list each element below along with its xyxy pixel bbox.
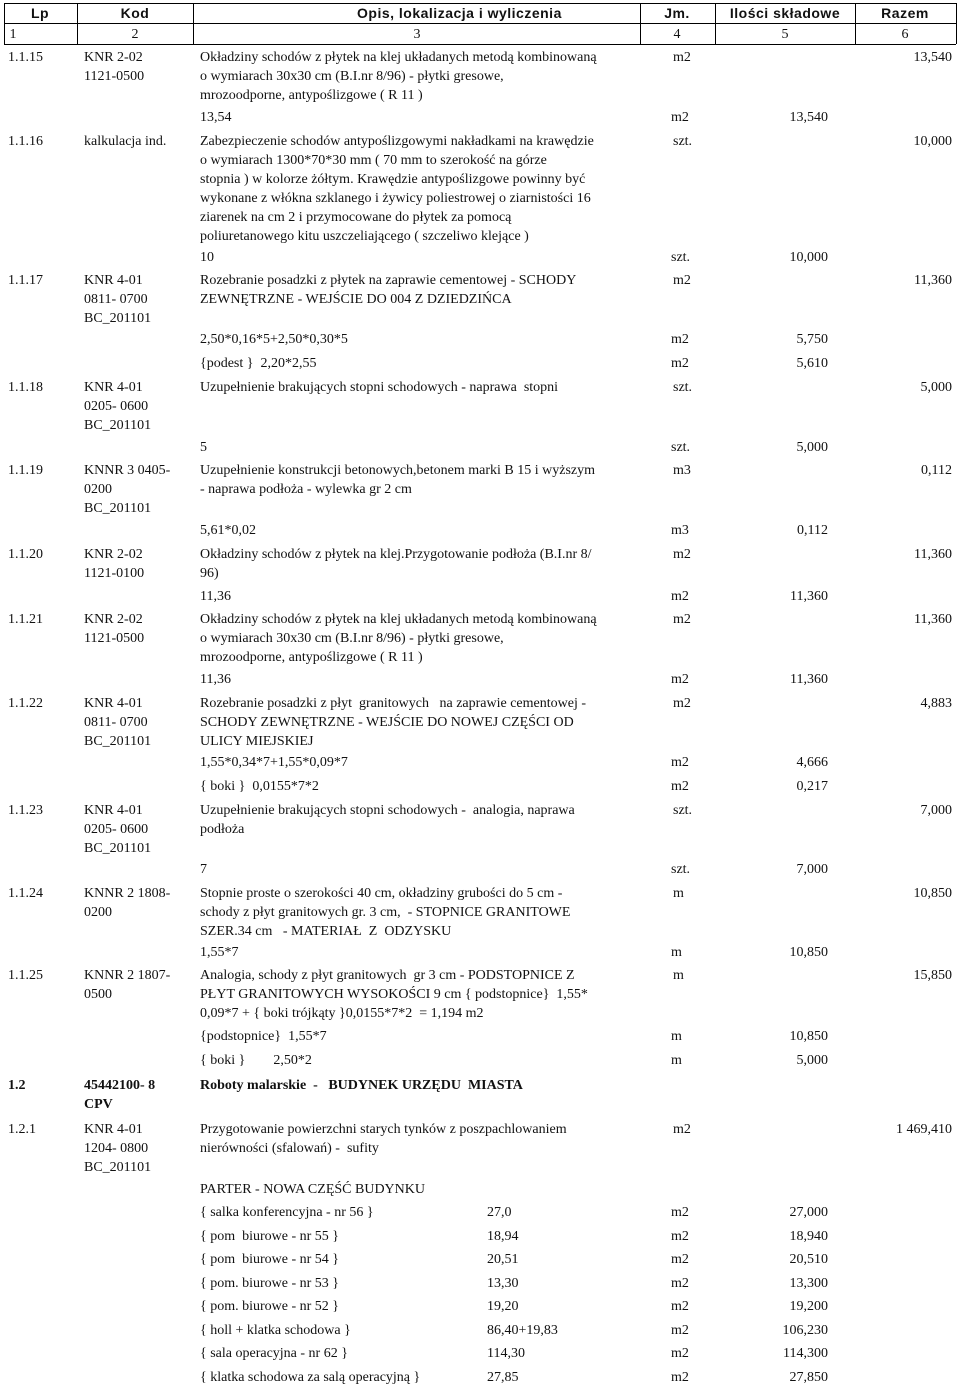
calc-unit: szt. — [671, 440, 691, 455]
calc-value: 19,200 — [789, 1299, 828, 1314]
calc-unit: m2 — [671, 672, 689, 687]
item-code-line: BC_201101 — [84, 1160, 152, 1175]
calc-unit: m2 — [671, 1229, 689, 1244]
item-code-line: KNR 4-01 — [84, 696, 143, 711]
section-title: Roboty malarskie - BUDYNEK URZĘDU MIASTA — [200, 1078, 523, 1093]
calc-unit: m — [671, 1053, 682, 1068]
item-code-line: KNNR 3 0405- — [84, 463, 171, 478]
item-unit: m2 — [673, 273, 691, 288]
item-code-line: 0811- 0700 — [84, 292, 148, 307]
column-number-4: 4 — [673, 27, 681, 42]
calc-value: 5,000 — [796, 440, 828, 455]
calc-value: 0,217 — [796, 779, 828, 794]
calc-unit: m2 — [671, 1276, 689, 1291]
item-description-line: 0,09*7 + { boki trójkąty }0,0155*7*2 = 1,194 m2 — [200, 1006, 484, 1021]
calc-value: 4,666 — [796, 755, 828, 770]
calc-expression: 11,36 — [200, 589, 231, 604]
calc-expression: 10 — [200, 250, 214, 265]
room-label: { pom biurowe - nr 55 } — [200, 1229, 340, 1244]
calc-unit: m2 — [671, 755, 689, 770]
calc-expression: { boki } 2,50*2 — [200, 1053, 312, 1068]
calc-expression: 5 — [200, 440, 207, 455]
item-unit: m2 — [673, 50, 691, 65]
item-unit: szt. — [673, 803, 693, 818]
calc-unit: m2 — [671, 1252, 689, 1267]
item-description-line: poliuretanowego kitu uszczeliającego ( szczeliwo klejące ) — [200, 229, 529, 244]
calc-unit: m2 — [671, 1205, 689, 1220]
item-total: 4,883 — [920, 696, 952, 711]
item-code-line: 0200 — [84, 482, 112, 497]
item-code-line: 1121-0100 — [84, 566, 145, 581]
room-area-expression: 27,0 — [487, 1205, 512, 1220]
calc-expression: {podstopnice} 1,55*7 — [200, 1029, 327, 1044]
item-total: 11,360 — [914, 612, 952, 627]
calc-unit: m2 — [671, 356, 689, 371]
item-description-line: nierówności (sfalowań) - sufity — [200, 1141, 379, 1156]
item-description-line: ziarenek na cm 2 i przymocowane do płytek za pomocą — [200, 210, 512, 225]
item-unit: m2 — [673, 696, 691, 711]
item-code-line: 0200 — [84, 905, 112, 920]
room-label: { pom. biurowe - nr 52 } — [200, 1299, 340, 1314]
calc-value: 13,300 — [789, 1276, 828, 1291]
calc-unit: m3 — [671, 523, 689, 538]
calc-unit: m — [671, 945, 682, 960]
item-code-line: 1204- 0800 — [84, 1141, 149, 1156]
item-code-line: KNR 4-01 — [84, 380, 143, 395]
column-number-6: 6 — [901, 27, 909, 42]
item-description-line: Rozebranie posadzki z płyt granitowych na zaprawie cementowej - — [200, 696, 587, 711]
item-code-line: BC_201101 — [84, 418, 152, 433]
calc-value: 11,360 — [790, 672, 828, 687]
item-unit: m — [673, 886, 684, 901]
calc-value: 5,000 — [796, 1053, 828, 1068]
item-description-line: wykonane z włókna szklanego i żywicy poliestrowej o ziarnistości 16 — [200, 191, 591, 206]
column-number-3: 3 — [413, 27, 421, 42]
room-area-expression: 86,40+19,83 — [487, 1323, 558, 1338]
item-lp: 1.2.1 — [8, 1122, 36, 1137]
item-lp: 1.1.25 — [8, 968, 43, 983]
calc-unit: m2 — [671, 1299, 689, 1314]
item-unit: m2 — [673, 547, 691, 562]
item-description-line: Uzupełnienie brakujących stopni schodowych - analogia, naprawa — [200, 803, 575, 818]
calc-value: 27,000 — [789, 1205, 828, 1220]
room-area-expression: 13,30 — [487, 1276, 519, 1291]
item-description-line: Rozebranie posadzki z płytek na zaprawie cementowej - SCHODY — [200, 273, 577, 288]
room-area-expression: 27,85 — [487, 1370, 519, 1385]
item-description-line: Okładziny schodów z płytek na klej układanych metodą kombinowaną — [200, 612, 597, 627]
calc-unit: m2 — [671, 779, 689, 794]
item-description-line: schody z płyt granitowych gr. 3 cm, - STOPNICE GRANITOWE — [200, 905, 571, 920]
item-description-line: - naprawa podłoża - wylewka gr 2 cm — [200, 482, 412, 497]
item-unit: szt. — [673, 134, 693, 149]
item-lp: 1.1.24 — [8, 886, 43, 901]
location-subheading: PARTER - NOWA CZĘŚĆ BUDYNKU — [200, 1182, 425, 1197]
item-code-line: kalkulacja ind. — [84, 134, 167, 149]
item-total: 7,000 — [920, 803, 952, 818]
room-label: { pom biurowe - nr 54 } — [200, 1252, 340, 1267]
item-code-line: 1121-0500 — [84, 631, 145, 646]
room-area-expression: 114,30 — [487, 1346, 525, 1361]
calc-value: 27,850 — [789, 1370, 828, 1385]
calc-expression: {podest } 2,20*2,55 — [200, 356, 317, 371]
calc-unit: m2 — [671, 589, 689, 604]
item-total: 13,540 — [913, 50, 952, 65]
calc-value: 7,000 — [796, 862, 828, 877]
item-code-line: KNNR 2 1807- — [84, 968, 171, 983]
item-code-line: KNR 2-02 — [84, 612, 143, 627]
item-description-line: Zabezpieczenie schodów antypoślizgowymi nakładkami na krawędzie — [200, 134, 594, 149]
calc-value: 18,940 — [789, 1229, 828, 1244]
item-total: 15,850 — [913, 968, 952, 983]
room-area-expression: 20,51 — [487, 1252, 519, 1267]
item-lp: 1.1.16 — [8, 134, 43, 149]
calc-unit: m2 — [671, 1346, 689, 1361]
calc-expression: 1,55*7 — [200, 945, 239, 960]
column-number-1: 1 — [9, 27, 17, 42]
item-total: 0,112 — [921, 463, 952, 478]
room-label: { pom. biurowe - nr 53 } — [200, 1276, 340, 1291]
item-code-line: BC_201101 — [84, 501, 152, 516]
calc-expression: 1,55*0,34*7+1,55*0,09*7 — [200, 755, 348, 770]
calc-expression: 11,36 — [200, 672, 231, 687]
calc-value: 5,610 — [796, 356, 828, 371]
item-description-line: mrozoodporne, antypoślizgowe ( R 11 ) — [200, 650, 423, 665]
room-label: { sala operacyjna - nr 62 } — [200, 1346, 348, 1361]
calc-value: 10,850 — [789, 1029, 828, 1044]
calc-expression: 7 — [200, 862, 207, 877]
item-code-line: KNR 4-01 — [84, 1122, 143, 1137]
item-code-line: KNR 2-02 — [84, 50, 143, 65]
item-description-line: Okładziny schodów z płytek na klej układanych metodą kombinowaną — [200, 50, 597, 65]
calc-value: 10,850 — [789, 945, 828, 960]
item-code-line: 1121-0500 — [84, 69, 145, 84]
item-lp: 1.1.21 — [8, 612, 43, 627]
item-code-line: KNR 4-01 — [84, 273, 143, 288]
item-lp: 1.1.23 — [8, 803, 43, 818]
item-lp: 1.1.15 — [8, 50, 43, 65]
calc-value: 20,510 — [789, 1252, 828, 1267]
room-label: { salka konferencyjna - nr 56 } — [200, 1205, 374, 1220]
item-lp: 1.1.17 — [8, 273, 43, 288]
header-bottom-border — [4, 44, 956, 45]
calc-value: 5,750 — [796, 332, 828, 347]
header-separator — [4, 23, 956, 24]
calc-value: 106,230 — [782, 1323, 828, 1338]
item-lp: 1.1.20 — [8, 547, 43, 562]
item-lp: 1.1.22 — [8, 696, 43, 711]
item-description-line: ULICY MIEJSKIEJ — [200, 734, 314, 749]
column-number-2: 2 — [131, 27, 139, 42]
section-cpv-label: CPV — [84, 1097, 113, 1112]
item-description-line: o wymiarach 30x30 cm (B.I.nr 8/96) - płytki gresowe, — [200, 631, 504, 646]
calc-value: 0,112 — [797, 523, 828, 538]
item-total: 1 469,410 — [896, 1122, 952, 1137]
calc-unit: szt. — [671, 862, 691, 877]
calc-unit: m — [671, 1029, 682, 1044]
item-code-line: KNNR 2 1808- — [84, 886, 171, 901]
header-opis: Opis, lokalizacja i wyliczenia — [357, 5, 562, 21]
header-razem: Razem — [881, 5, 929, 21]
item-description-line: o wymiarach 1300*70*30 mm ( 70 mm to szerokość na górze — [200, 153, 547, 168]
item-description-line: o wymiarach 30x30 cm (B.I.nr 8/96) - płytki gresowe, — [200, 69, 504, 84]
item-total: 10,000 — [913, 134, 952, 149]
header-lp: Lp — [30, 5, 50, 21]
item-code-line: 0500 — [84, 987, 112, 1002]
item-description-line: ZEWNĘTRZNE - WEJŚCIE DO 004 Z DZIEDZIŃCA — [200, 292, 512, 307]
calc-expression: { boki } 0,0155*7*2 — [200, 779, 319, 794]
calc-value: 114,300 — [783, 1346, 828, 1361]
calc-value: 10,000 — [789, 250, 828, 265]
item-total: 11,360 — [914, 547, 952, 562]
item-description-line: Przygotowanie powierzchni starych tynków z poszpachlowaniem — [200, 1122, 567, 1137]
calc-expression: 13,54 — [200, 110, 232, 125]
calc-unit: m2 — [671, 332, 689, 347]
item-code-line: 0811- 0700 — [84, 715, 148, 730]
item-description-line: PŁYT GRANITOWYCH WYSOKOŚCI 9 cm { podstopnice} 1,55* — [200, 987, 588, 1002]
item-code-line: KNR 2-02 — [84, 547, 143, 562]
item-description-line: 96) — [200, 566, 219, 581]
calc-expression: 2,50*0,16*5+2,50*0,30*5 — [200, 332, 348, 347]
section-cpv-code: 45442100- 8 — [84, 1078, 156, 1093]
item-total: 5,000 — [920, 380, 952, 395]
item-code-line: BC_201101 — [84, 841, 152, 856]
item-code-line: 0205- 0600 — [84, 822, 149, 837]
item-unit: m3 — [673, 463, 691, 478]
item-code-line: 0205- 0600 — [84, 399, 149, 414]
calc-unit: m2 — [671, 1370, 689, 1385]
item-description-line: Uzupełnienie konstrukcji betonowych,betonem marki B 15 i wyższym — [200, 463, 596, 478]
column-number-5: 5 — [781, 27, 789, 42]
calc-unit: m2 — [671, 110, 689, 125]
item-total: 11,360 — [914, 273, 952, 288]
item-description-line: podłoża — [200, 822, 245, 837]
item-lp: 1.1.18 — [8, 380, 43, 395]
item-unit: szt. — [673, 380, 693, 395]
calc-unit: m2 — [671, 1323, 689, 1338]
item-code-line: BC_201101 — [84, 734, 152, 749]
calc-value: 13,540 — [789, 110, 828, 125]
calc-unit: szt. — [671, 250, 691, 265]
item-unit: m — [673, 968, 684, 983]
header-jm: Jm. — [664, 5, 690, 21]
item-lp: 1.1.19 — [8, 463, 43, 478]
header-ilosci-skladowe: Ilości składowe — [729, 5, 841, 21]
item-description-line: SZER.34 cm - MATERIAŁ Z ODZYSKU — [200, 924, 452, 939]
item-description-line: Okładziny schodów z płytek na klej.Przygotowanie podłoża (B.I.nr 8/ — [200, 547, 592, 562]
item-description-line: Analogia, schody z płyt granitowych gr 3 cm - PODSTOPNICE Z — [200, 968, 575, 983]
item-description-line: mrozoodporne, antypoślizgowe ( R 11 ) — [200, 88, 423, 103]
item-description-line: stopnia ) w kolorze żółtym. Krawędzie antypoślizgowe powinny być — [200, 172, 586, 187]
room-label: { klatka schodowa za salą operacyjną } — [200, 1370, 421, 1385]
item-code-line: BC_201101 — [84, 311, 152, 326]
item-unit: m2 — [673, 612, 691, 627]
item-description-line: Stopnie proste o szerokości 40 cm, okładziny grubości do 5 cm - — [200, 886, 563, 901]
calc-expression: 5,61*0,02 — [200, 523, 256, 538]
item-unit: m2 — [673, 1122, 691, 1137]
item-code-line: KNR 4-01 — [84, 803, 143, 818]
header-kod: Kod — [120, 5, 150, 21]
item-total: 10,850 — [913, 886, 952, 901]
item-description-line: Uzupełnienie brakujących stopni schodowych - naprawa stopni — [200, 380, 559, 395]
room-area-expression: 19,20 — [487, 1299, 519, 1314]
calc-value: 11,360 — [790, 589, 828, 604]
room-label: { holl + klatka schodowa } — [200, 1323, 351, 1338]
section-lp: 1.2 — [8, 1078, 26, 1093]
room-area-expression: 18,94 — [487, 1229, 519, 1244]
item-description-line: SCHODY ZEWNĘTRZNE - WEJŚCIE DO NOWEJ CZĘŚCI OD — [200, 715, 574, 730]
